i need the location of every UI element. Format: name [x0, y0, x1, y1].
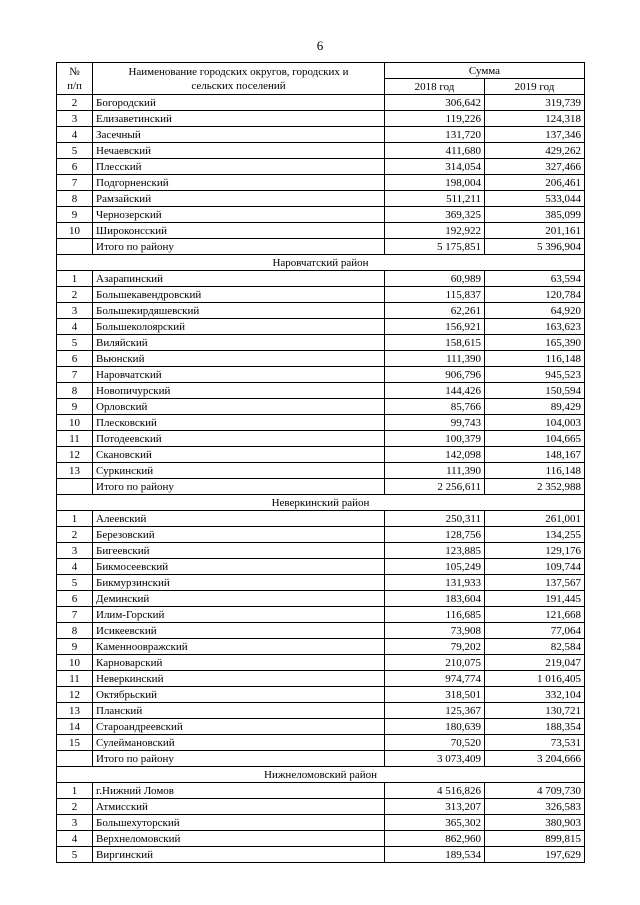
- row-name-cell: Суркинский: [93, 463, 385, 479]
- row-2018-cell: 115,837: [385, 287, 485, 303]
- row-2019-cell: 219,047: [485, 655, 585, 671]
- row-number-cell: [57, 239, 93, 255]
- row-2018-cell: 250,311: [385, 511, 485, 527]
- row-name-cell: Итого по району: [93, 479, 385, 495]
- row-2018-cell: 314,054: [385, 159, 485, 175]
- row-2019-cell: 385,099: [485, 207, 585, 223]
- row-name-cell: Бигеевский: [93, 543, 385, 559]
- table-body: [57, 95, 585, 863]
- table-row: [57, 559, 585, 575]
- table-row: [57, 287, 585, 303]
- row-2018-cell: 5 175,851: [385, 239, 485, 255]
- section-title: Нижнеломовский район: [57, 767, 585, 783]
- table-row: [57, 367, 585, 383]
- row-name-cell: Березовский: [93, 527, 385, 543]
- row-name-cell: Вьюнский: [93, 351, 385, 367]
- table-row: [57, 511, 585, 527]
- row-number-cell: 9: [57, 207, 93, 223]
- table-row: [57, 303, 585, 319]
- row-name-cell: Чернозерский: [93, 207, 385, 223]
- row-number-cell: 8: [57, 383, 93, 399]
- row-2018-cell: 4 516,826: [385, 783, 485, 799]
- row-name-cell: Рамзайский: [93, 191, 385, 207]
- row-2019-cell: 124,318: [485, 111, 585, 127]
- row-name-cell: Сулеймановский: [93, 735, 385, 751]
- row-2018-cell: 111,390: [385, 463, 485, 479]
- row-2019-cell: 63,594: [485, 271, 585, 287]
- table-row: [57, 207, 585, 223]
- row-name-cell: Бикмурзинский: [93, 575, 385, 591]
- row-number-cell: 5: [57, 847, 93, 863]
- row-2019-cell: 121,668: [485, 607, 585, 623]
- row-number-cell: 8: [57, 623, 93, 639]
- table-row: [57, 463, 585, 479]
- table-row: [57, 159, 585, 175]
- row-name-cell: Исикеевский: [93, 623, 385, 639]
- row-number-cell: 2: [57, 95, 93, 111]
- row-number-cell: 2: [57, 527, 93, 543]
- header-row: [57, 63, 585, 79]
- table-row: [57, 447, 585, 463]
- row-name-cell: Плесковский: [93, 415, 385, 431]
- row-name-cell: Нечаевский: [93, 143, 385, 159]
- row-name-cell: Засечный: [93, 127, 385, 143]
- row-name-cell: Атмисский: [93, 799, 385, 815]
- row-2019-cell: 1 016,405: [485, 671, 585, 687]
- row-2018-cell: 144,426: [385, 383, 485, 399]
- row-name-cell: Виляйский: [93, 335, 385, 351]
- row-name-cell: Октябрьский: [93, 687, 385, 703]
- row-2019-cell: 163,623: [485, 319, 585, 335]
- row-2019-cell: 201,161: [485, 223, 585, 239]
- table-row: [57, 191, 585, 207]
- row-2018-cell: 125,367: [385, 703, 485, 719]
- row-number-cell: 14: [57, 719, 93, 735]
- row-2018-cell: 183,604: [385, 591, 485, 607]
- row-number-cell: 10: [57, 223, 93, 239]
- table-row: [57, 815, 585, 831]
- table-row: [57, 671, 585, 687]
- section-title: Неверкинский район: [57, 495, 585, 511]
- row-2018-cell: 862,960: [385, 831, 485, 847]
- row-number-cell: 13: [57, 703, 93, 719]
- table-row: [57, 95, 585, 111]
- row-2019-cell: 899,815: [485, 831, 585, 847]
- table-row: [57, 319, 585, 335]
- row-2019-cell: 130,721: [485, 703, 585, 719]
- row-2018-cell: 119,226: [385, 111, 485, 127]
- table-row: [57, 623, 585, 639]
- row-2018-cell: 974,774: [385, 671, 485, 687]
- table-row: [57, 543, 585, 559]
- row-2018-cell: 123,885: [385, 543, 485, 559]
- row-2019-cell: 116,148: [485, 351, 585, 367]
- row-number-cell: 7: [57, 175, 93, 191]
- row-name-cell: Большехуторский: [93, 815, 385, 831]
- row-2018-cell: 313,207: [385, 799, 485, 815]
- section-header-row: [57, 767, 585, 783]
- row-2018-cell: 158,615: [385, 335, 485, 351]
- row-2019-cell: 129,176: [485, 543, 585, 559]
- row-name-cell: Каменноовражский: [93, 639, 385, 655]
- row-2018-cell: 100,379: [385, 431, 485, 447]
- table-row: [57, 415, 585, 431]
- row-name-cell: Староандреевский: [93, 719, 385, 735]
- row-2018-cell: 365,302: [385, 815, 485, 831]
- row-number-cell: 15: [57, 735, 93, 751]
- row-number-cell: 5: [57, 335, 93, 351]
- row-2019-cell: 104,665: [485, 431, 585, 447]
- row-name-cell: Богородский: [93, 95, 385, 111]
- row-2018-cell: 131,720: [385, 127, 485, 143]
- row-2018-cell: 369,325: [385, 207, 485, 223]
- table-row: [57, 799, 585, 815]
- row-number-cell: [57, 751, 93, 767]
- row-name-cell: Карноварский: [93, 655, 385, 671]
- row-2019-cell: 116,148: [485, 463, 585, 479]
- row-name-cell: Большекавендровский: [93, 287, 385, 303]
- row-2019-cell: 261,001: [485, 511, 585, 527]
- table-row: [57, 271, 585, 287]
- row-number-cell: 6: [57, 159, 93, 175]
- row-name-cell: Потодеевский: [93, 431, 385, 447]
- row-2018-cell: 73,908: [385, 623, 485, 639]
- table-row: [57, 383, 585, 399]
- total-row: [57, 751, 585, 767]
- row-number-cell: 9: [57, 639, 93, 655]
- row-number-cell: 4: [57, 127, 93, 143]
- row-name-cell: Итого по району: [93, 239, 385, 255]
- row-name-cell: Алеевский: [93, 511, 385, 527]
- row-number-cell: 10: [57, 415, 93, 431]
- row-number-cell: 6: [57, 351, 93, 367]
- table-row: [57, 111, 585, 127]
- row-name-cell: Новопичурский: [93, 383, 385, 399]
- row-2018-cell: 156,921: [385, 319, 485, 335]
- row-number-cell: 4: [57, 831, 93, 847]
- row-2018-cell: 60,989: [385, 271, 485, 287]
- row-2019-cell: 82,584: [485, 639, 585, 655]
- row-2019-cell: 5 396,904: [485, 239, 585, 255]
- row-2018-cell: 411,680: [385, 143, 485, 159]
- table-row: [57, 591, 585, 607]
- row-2018-cell: 306,642: [385, 95, 485, 111]
- row-2019-cell: 2 352,988: [485, 479, 585, 495]
- row-number-cell: 4: [57, 559, 93, 575]
- row-2018-cell: 116,685: [385, 607, 485, 623]
- header-name-line2: сельских поселений: [191, 79, 286, 92]
- row-name-cell: Верхнеломовский: [93, 831, 385, 847]
- page-number: 6: [316, 38, 324, 53]
- row-2019-cell: 206,461: [485, 175, 585, 191]
- row-name-cell: Планский: [93, 703, 385, 719]
- row-2019-cell: 120,784: [485, 287, 585, 303]
- row-number-cell: 2: [57, 799, 93, 815]
- row-number-cell: 3: [57, 303, 93, 319]
- row-2019-cell: 165,390: [485, 335, 585, 351]
- row-2018-cell: 79,202: [385, 639, 485, 655]
- table-row: [57, 351, 585, 367]
- total-row: [57, 239, 585, 255]
- table-row: [57, 223, 585, 239]
- row-number-cell: 11: [57, 431, 93, 447]
- table-row: [57, 703, 585, 719]
- column-header-2019: 2019 год: [485, 79, 585, 95]
- row-2018-cell: 62,261: [385, 303, 485, 319]
- column-header-sum: Сумма: [385, 63, 585, 79]
- row-name-cell: Орловский: [93, 399, 385, 415]
- row-2019-cell: 4 709,730: [485, 783, 585, 799]
- table-row: [57, 143, 585, 159]
- table-row: [57, 639, 585, 655]
- row-number-cell: 12: [57, 447, 93, 463]
- row-2018-cell: 131,933: [385, 575, 485, 591]
- row-2018-cell: 189,534: [385, 847, 485, 863]
- row-name-cell: Широконсский: [93, 223, 385, 239]
- section-header-row: [57, 495, 585, 511]
- row-2018-cell: 85,766: [385, 399, 485, 415]
- row-number-cell: 4: [57, 319, 93, 335]
- row-2019-cell: 326,583: [485, 799, 585, 815]
- row-number-cell: 8: [57, 191, 93, 207]
- row-number-cell: 11: [57, 671, 93, 687]
- row-2018-cell: 70,520: [385, 735, 485, 751]
- row-2018-cell: 142,098: [385, 447, 485, 463]
- row-number-cell: 7: [57, 367, 93, 383]
- row-name-cell: Деминский: [93, 591, 385, 607]
- row-2018-cell: 180,639: [385, 719, 485, 735]
- row-2019-cell: 188,354: [485, 719, 585, 735]
- table-row: [57, 527, 585, 543]
- row-2018-cell: 906,796: [385, 367, 485, 383]
- row-number-cell: 2: [57, 287, 93, 303]
- row-2019-cell: 3 204,666: [485, 751, 585, 767]
- row-2018-cell: 3 073,409: [385, 751, 485, 767]
- row-2019-cell: 533,044: [485, 191, 585, 207]
- row-2019-cell: 380,903: [485, 815, 585, 831]
- row-2018-cell: 192,922: [385, 223, 485, 239]
- row-2018-cell: 128,756: [385, 527, 485, 543]
- row-2019-cell: 137,346: [485, 127, 585, 143]
- table-row: [57, 735, 585, 751]
- row-name-cell: Скановский: [93, 447, 385, 463]
- row-name-cell: Итого по району: [93, 751, 385, 767]
- table-row: [57, 431, 585, 447]
- row-number-cell: 7: [57, 607, 93, 623]
- row-2019-cell: 429,262: [485, 143, 585, 159]
- row-number-cell: 1: [57, 783, 93, 799]
- row-2019-cell: 89,429: [485, 399, 585, 415]
- row-2019-cell: 197,629: [485, 847, 585, 863]
- row-number-cell: 1: [57, 271, 93, 287]
- row-2019-cell: 73,531: [485, 735, 585, 751]
- row-name-cell: Виргинский: [93, 847, 385, 863]
- row-number-cell: 5: [57, 575, 93, 591]
- header-num-line2: п/п: [67, 79, 82, 92]
- row-2018-cell: 511,211: [385, 191, 485, 207]
- row-2019-cell: 191,445: [485, 591, 585, 607]
- row-number-cell: 3: [57, 543, 93, 559]
- table-row: [57, 831, 585, 847]
- header-num-line1: №: [69, 65, 80, 78]
- row-number-cell: 3: [57, 815, 93, 831]
- row-2018-cell: 2 256,611: [385, 479, 485, 495]
- table-row: [57, 399, 585, 415]
- row-2018-cell: 318,501: [385, 687, 485, 703]
- table-row: [57, 175, 585, 191]
- row-2019-cell: 945,523: [485, 367, 585, 383]
- row-name-cell: Большеколоярский: [93, 319, 385, 335]
- row-name-cell: Неверкинский: [93, 671, 385, 687]
- column-header-2018: 2018 год: [385, 79, 485, 95]
- row-2019-cell: 64,920: [485, 303, 585, 319]
- row-2019-cell: 327,466: [485, 159, 585, 175]
- total-row: [57, 479, 585, 495]
- row-2019-cell: 150,594: [485, 383, 585, 399]
- row-2018-cell: 99,743: [385, 415, 485, 431]
- table-row: [57, 719, 585, 735]
- row-number-cell: 10: [57, 655, 93, 671]
- row-2018-cell: 111,390: [385, 351, 485, 367]
- table-row: [57, 655, 585, 671]
- row-number-cell: 9: [57, 399, 93, 415]
- header-name-line1: Наименование городских округов, городских и: [128, 65, 349, 78]
- column-header-number: [57, 63, 93, 95]
- row-number-cell: 13: [57, 463, 93, 479]
- budget-table: [56, 62, 585, 863]
- table-row: [57, 847, 585, 863]
- row-number-cell: 12: [57, 687, 93, 703]
- row-name-cell: Подгорненский: [93, 175, 385, 191]
- row-name-cell: Бикмосеевский: [93, 559, 385, 575]
- row-name-cell: Плесский: [93, 159, 385, 175]
- row-name-cell: Наровчатский: [93, 367, 385, 383]
- row-2019-cell: 332,104: [485, 687, 585, 703]
- row-2019-cell: 109,744: [485, 559, 585, 575]
- row-number-cell: 1: [57, 511, 93, 527]
- row-2019-cell: 77,064: [485, 623, 585, 639]
- row-name-cell: Илим-Горский: [93, 607, 385, 623]
- row-name-cell: Большекирдяшевский: [93, 303, 385, 319]
- row-2018-cell: 198,004: [385, 175, 485, 191]
- row-2018-cell: 105,249: [385, 559, 485, 575]
- row-number-cell: [57, 479, 93, 495]
- row-2018-cell: 210,075: [385, 655, 485, 671]
- row-number-cell: 3: [57, 111, 93, 127]
- column-header-name: [93, 63, 385, 95]
- row-2019-cell: 137,567: [485, 575, 585, 591]
- table-row: [57, 575, 585, 591]
- section-title: Наровчатский район: [57, 255, 585, 271]
- row-number-cell: 6: [57, 591, 93, 607]
- table-row: [57, 335, 585, 351]
- table-row: [57, 687, 585, 703]
- row-2019-cell: 148,167: [485, 447, 585, 463]
- table-row: [57, 607, 585, 623]
- row-name-cell: г.Нижний Ломов: [93, 783, 385, 799]
- row-number-cell: 5: [57, 143, 93, 159]
- row-2019-cell: 319,739: [485, 95, 585, 111]
- row-2019-cell: 134,255: [485, 527, 585, 543]
- table-row: [57, 783, 585, 799]
- table-row: [57, 127, 585, 143]
- row-name-cell: Азарапинский: [93, 271, 385, 287]
- section-header-row: [57, 255, 585, 271]
- row-2019-cell: 104,003: [485, 415, 585, 431]
- row-name-cell: Елизаветинский: [93, 111, 385, 127]
